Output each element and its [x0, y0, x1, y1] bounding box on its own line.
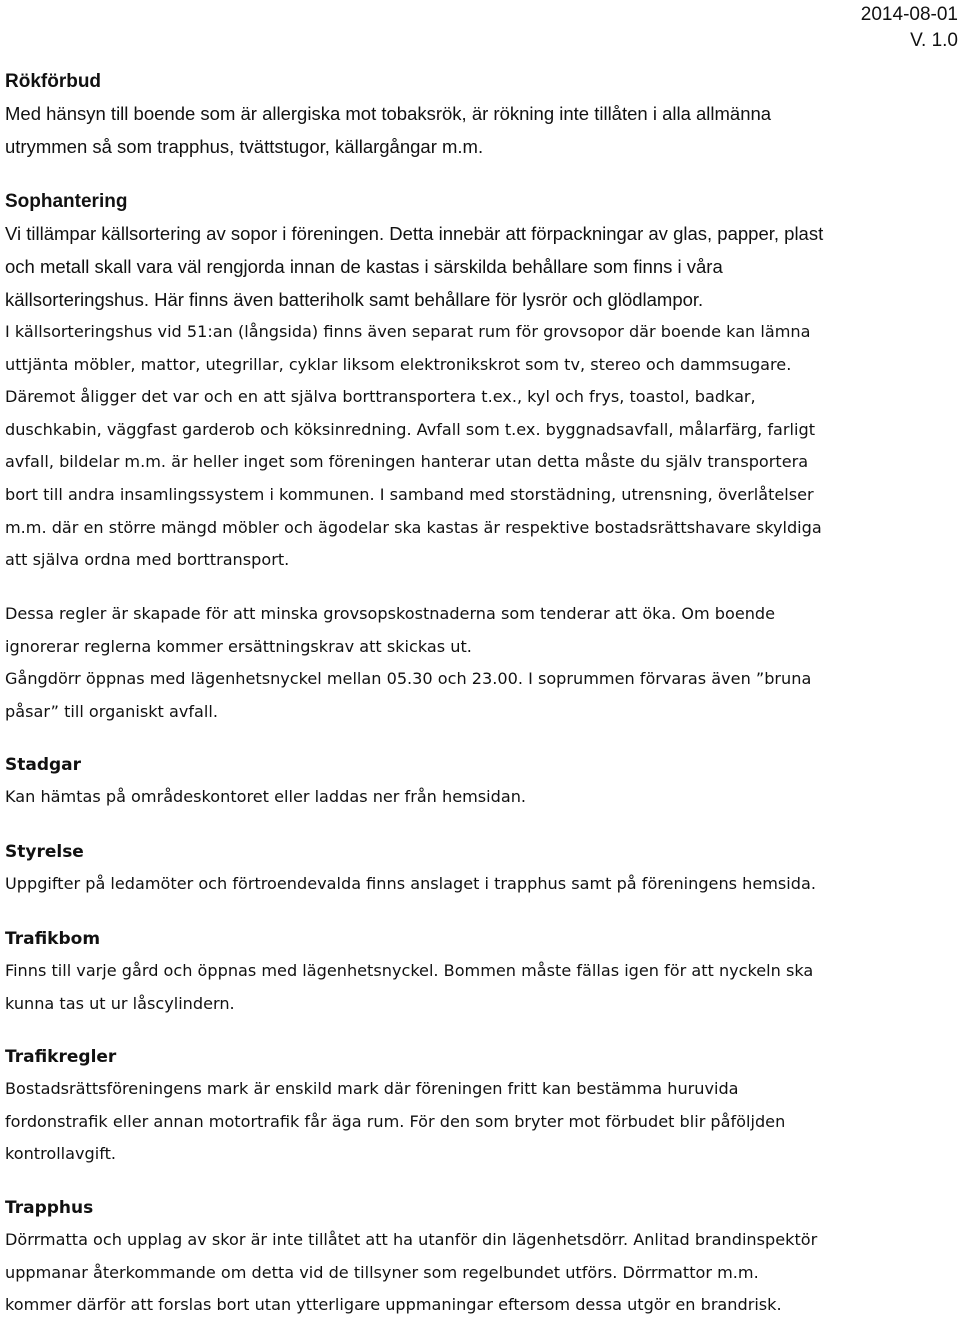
text-line: ignorerar reglerna kommer ersättningskrav att skickas ut. [5, 636, 472, 656]
section-title: Sophantering [5, 191, 128, 212]
section-sophantering-regler [5, 598, 955, 728]
section-sophantering-grovsopor [5, 316, 955, 577]
text-line: m.m. där en större mängd möbler och ägodelar ska kastas är respektive bostadsrättshavare skyldiga [5, 517, 822, 537]
section-body [5, 955, 955, 1020]
section-title: Styrelse [5, 842, 84, 862]
section-body [5, 1224, 955, 1322]
document-version: V. 1.0 [910, 30, 958, 51]
section-sophantering [5, 186, 955, 316]
text-line: kontrollavgift. [5, 1144, 117, 1164]
text-line: Dessa regler är skapade för att minska grovsopskostnaderna som tenderar att öka. Om boende [5, 604, 776, 623]
text-line: Finns till varje gård och öppnas med lägenhetsnyckel. Bommen måste fällas igen för att nyckeln ska [5, 961, 814, 980]
section-body [5, 868, 955, 901]
text-line: uttjänta möbler, mattor, utegrillar, cyklar liksom elektronikskrot som tv, stereo och dammsugare. [5, 354, 792, 374]
text-line: källsorteringshus. Här finns även batteriholk samt behållare för lysrör och glödlampor. [5, 288, 704, 310]
text-line: Vi tillämpar källsortering av sopor i föreningen. Detta innebär att förpackningar av glas, papper, plast [5, 223, 824, 244]
text-line: bort till andra insamlingssystem i kommunen. I samband med storstädning, utrensning, överlåtelser [5, 484, 814, 504]
section-body [5, 98, 955, 164]
section-trafikregler [5, 1041, 955, 1171]
section-trafikbom [5, 923, 955, 1020]
section-body [5, 1073, 955, 1171]
text-line: utrymmen så som trapphus, tvättstugor, källargångar m.m. [5, 135, 484, 157]
text-line: Dörrmatta och upplag av skor är inte tillåtet att ha utanför din lägenhetsdörr. Anlitad brandinspektör [5, 1230, 818, 1249]
section-body-part-a [5, 218, 955, 316]
text-line: duschkabin, väggfast garderob och köksinredning. Avfall som t.ex. byggnadsavfall, målarfärg, farligt [5, 419, 816, 439]
text-line: Däremot åligger det var och en att själva borttransportera t.ex., kyl och frys, toastol, badkar, [5, 387, 756, 407]
section-stadgar [5, 749, 955, 814]
section-title: Trapphus [5, 1198, 94, 1218]
text-line: fordonstrafik eller annan motortrafik får äga rum. För den som bryter mot förbudet blir påföljden [5, 1111, 786, 1131]
text-line: I källsorteringshus vid 51:an (långsida) finns även separat rum för grovsopor där boende kan lämna [5, 322, 811, 341]
section-styrelse [5, 836, 955, 901]
section-trapphus [5, 1192, 955, 1322]
text-line: Kan hämtas på områdeskontoret eller laddas ner från hemsidan. [5, 787, 527, 806]
section-body [5, 781, 955, 814]
text-line: påsar” till organiskt avfall. [5, 701, 218, 721]
text-line: Uppgifter på ledamöter och förtroendevalda finns anslaget i trapphus samt på föreningens hemsida. [5, 874, 816, 893]
text-line: Med hänsyn till boende som är allergiska mot tobaksrök, är rökning inte tillåten i alla allmänna [5, 103, 772, 124]
section-rokforbud [5, 66, 955, 164]
text-line: Gångdörr öppnas med lägenhetsnyckel mellan 05.30 och 23.00. I soprummen förvaras även ”bruna [5, 669, 812, 689]
section-title: Trafikbom [5, 929, 101, 949]
text-line: kommer därför att forslas bort utan ytterligare uppmaningar eftersom dessa utgör en brandrisk. [5, 1295, 782, 1315]
text-line: uppmanar återkommande om detta vid de tillsyner som regelbundet utförs. Dörrmattor m.m. [5, 1262, 759, 1282]
section-title: Stadgar [5, 755, 82, 775]
section-body-part-c [5, 598, 955, 728]
document-date: 2014-08-01 [860, 4, 958, 25]
document-header [861, 2, 958, 54]
text-line: kunna tas ut ur låscylindern. [5, 993, 235, 1013]
text-line: och metall skall vara väl rengjorda innan de kastas i särskilda behållare som finns i våra [5, 255, 723, 277]
section-body-part-b [5, 316, 955, 577]
text-line: att själva ordna med borttransport. [5, 550, 290, 570]
section-title: Trafikregler [5, 1047, 117, 1067]
text-line: avfall, bildelar m.m. är heller inget som föreningen hanterar utan detta måste du själv transportera [5, 452, 809, 472]
section-title: Rökförbud [5, 71, 102, 92]
text-line: Bostadsrättsföreningens mark är enskild mark där föreningen fritt kan bestämma huruvida [5, 1079, 739, 1098]
